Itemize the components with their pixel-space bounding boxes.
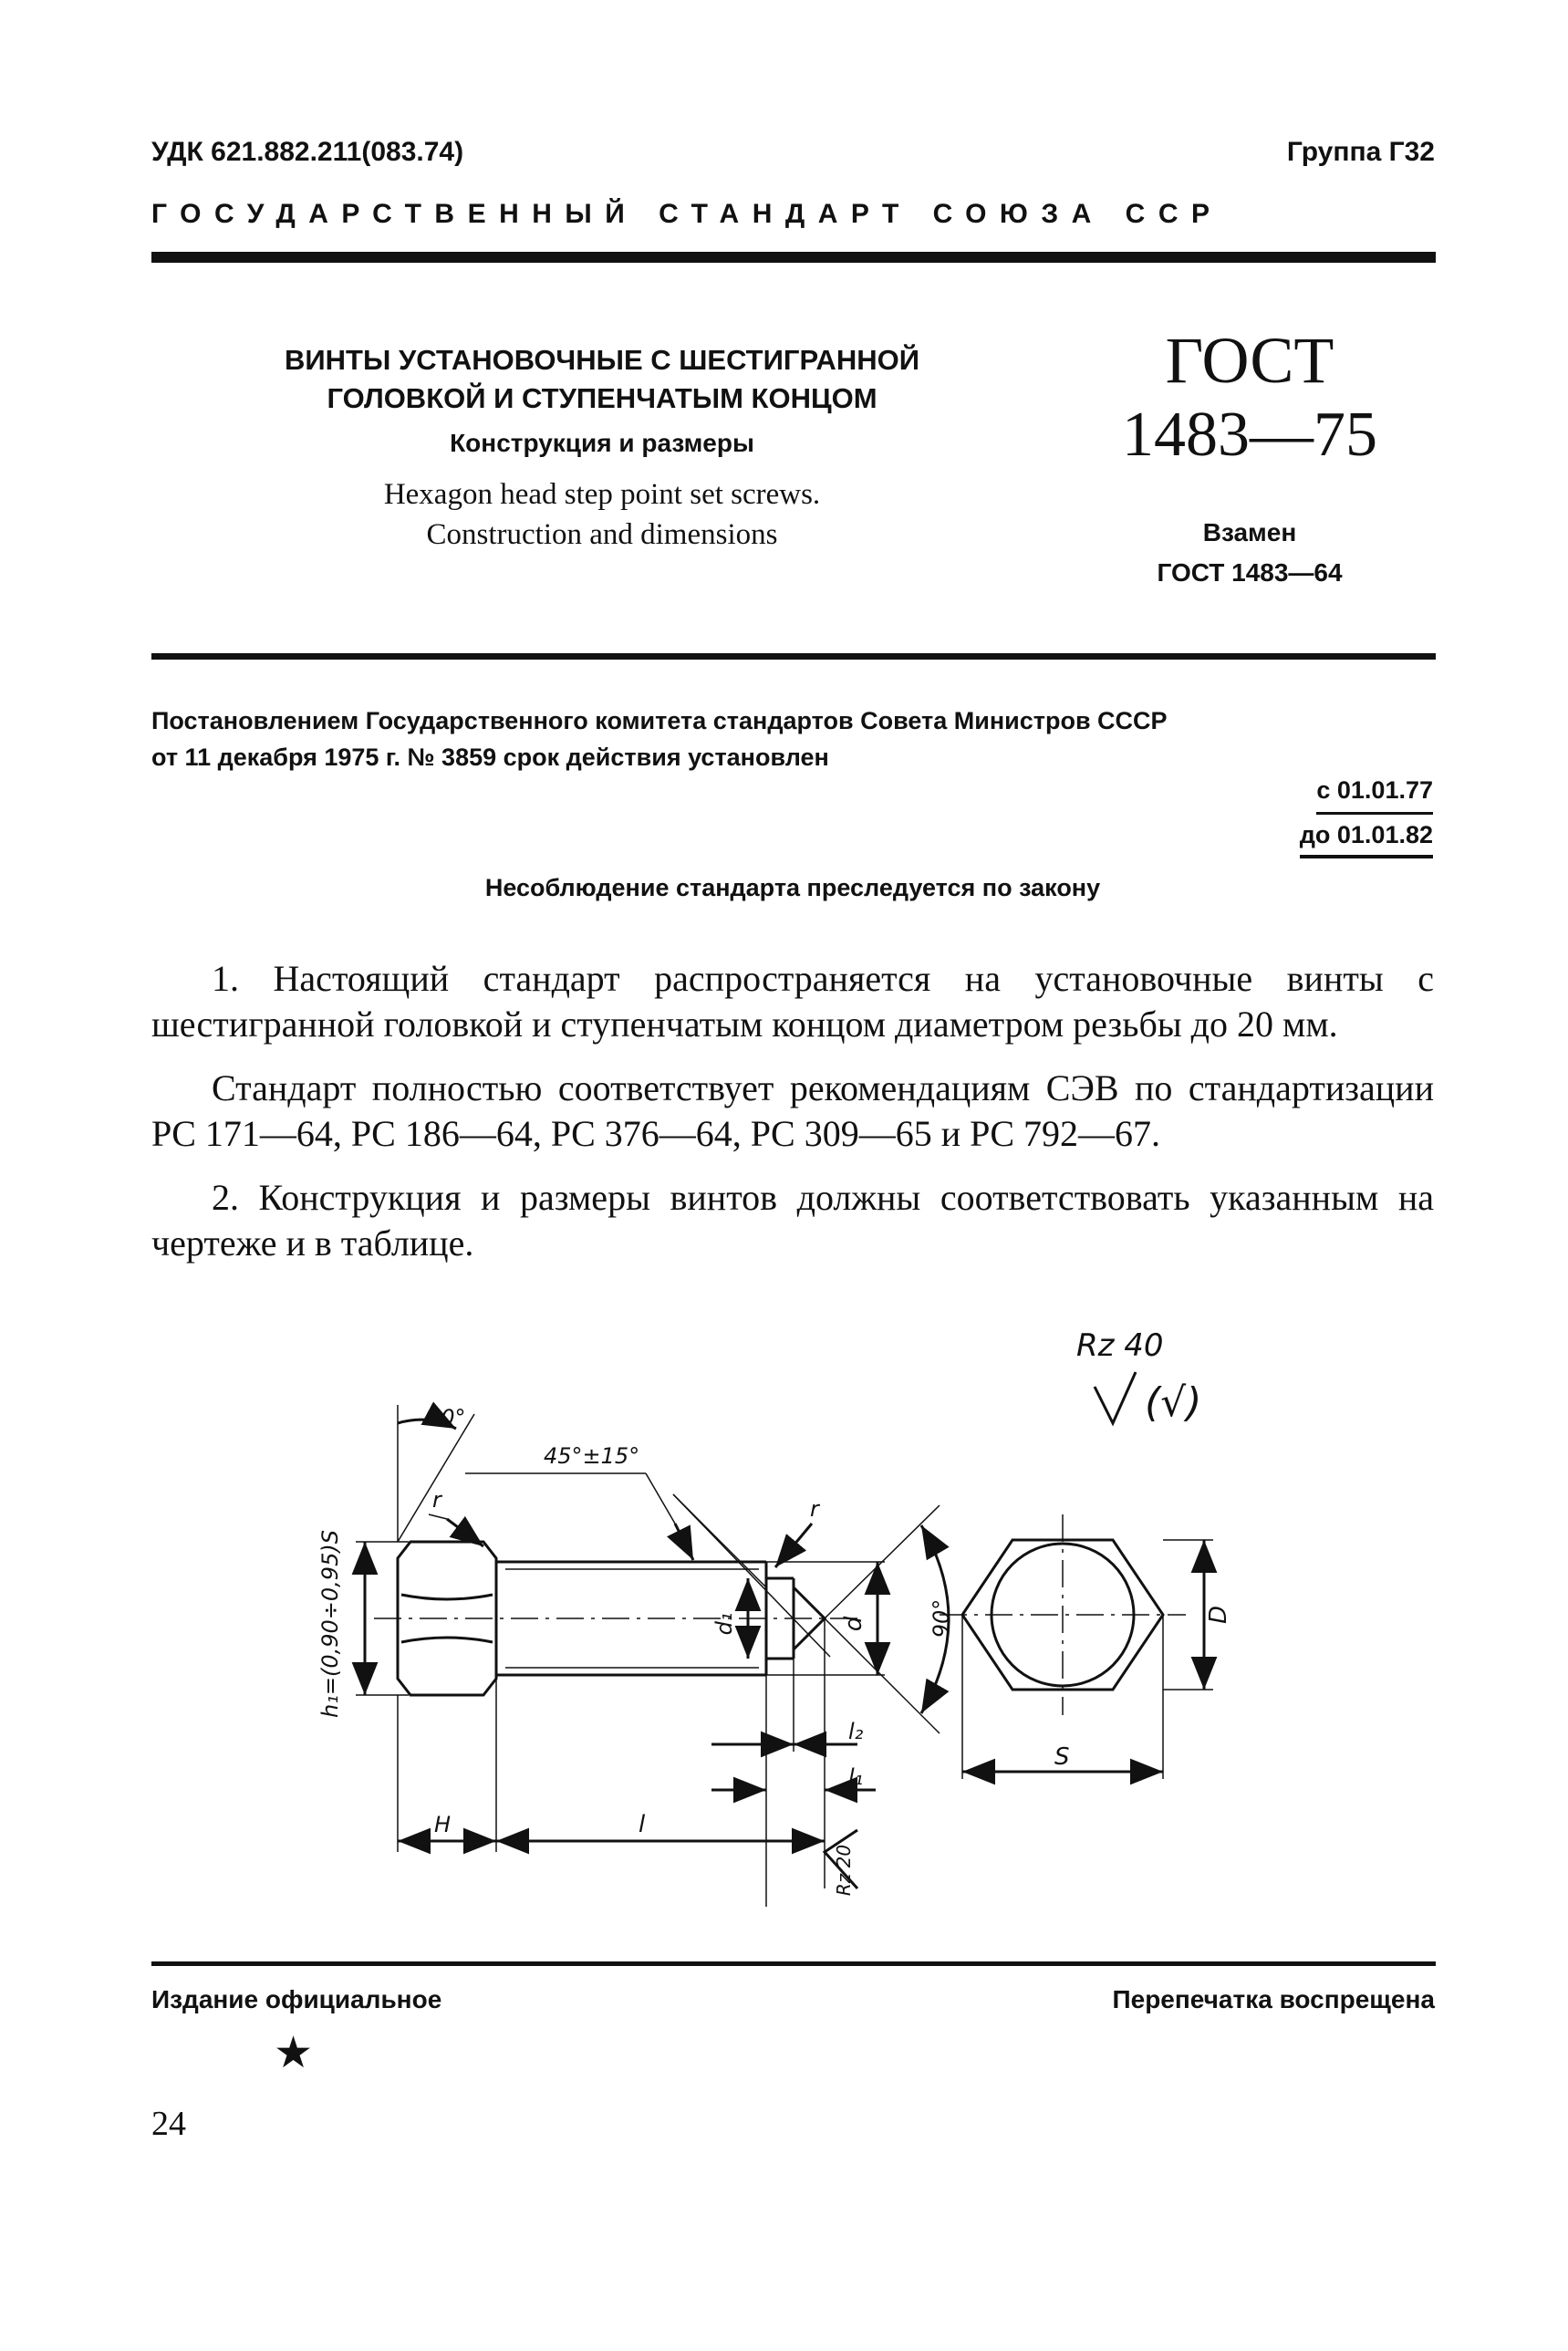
- reprint-note: Перепечатка воспрещена: [1112, 1985, 1435, 2013]
- state-standard-heading: ГОСУДАРСТВЕННЫЙ СТАНДАРТ СОЮЗА ССР: [151, 199, 1223, 229]
- udk-code: УДК 621.882.211(083.74): [151, 137, 464, 167]
- title-ru: [228, 341, 976, 418]
- paragraph-2: Стандарт полностью соответствует рекомендациям СЭВ по стандартизации PC 171—64, PC 186—64, PC 376—64, PC 309—65 и PC 792—67.: [151, 1067, 1434, 1154]
- r-head-label: r: [432, 1487, 441, 1513]
- roughness-main-label: Rz 40: [1076, 1327, 1164, 1364]
- paragraph-3: 2. Конструкция и размеры винтов должны соответствовать указанным на чертеже и в таблице.: [151, 1177, 1434, 1264]
- decree-line2: от 11 декабря 1975 г. № 3859 срок действия установлен: [151, 744, 829, 771]
- angle-30-label: 30°: [427, 1405, 466, 1430]
- r-tip-label: r: [810, 1496, 819, 1522]
- date-to: до 01.01.82: [1300, 815, 1433, 858]
- title-ru-line1: ВИНТЫ УСТАНОВОЧНЫЕ С ШЕСТИГРАННОЙ: [284, 344, 919, 376]
- date-from: с 01.01.77: [1316, 770, 1433, 815]
- H-label: H: [434, 1812, 452, 1837]
- title-block: [228, 341, 976, 555]
- page-number: 24: [151, 2105, 186, 2143]
- validity-dates: [1300, 770, 1433, 858]
- roughness-end-label: Rz 20: [833, 1844, 855, 1897]
- S-label: S: [1054, 1743, 1070, 1771]
- replaces-label: Взамен: [1202, 518, 1297, 546]
- technical-drawing: [310, 1323, 1332, 1907]
- D-label: D: [1205, 1605, 1232, 1625]
- paragraph-1: 1. Настоящий стандарт распространяется на установочные винты с шестигранной головкой и ступенчатым концом диаметром резьбы до 20 мм.: [151, 958, 1434, 1045]
- d1-label: d₁: [711, 1612, 737, 1636]
- angle-90-label: 90°: [929, 1598, 954, 1638]
- roughness-paren-label: (√): [1145, 1379, 1202, 1426]
- gost-block: [1081, 323, 1418, 593]
- group-code: Группа Г32: [1286, 137, 1435, 167]
- angle-45-label: 45°±15°: [544, 1443, 640, 1469]
- dim-h1-label: h₁=(0,90÷0,95)S: [317, 1530, 343, 1718]
- gost-word: ГОСТ: [1165, 324, 1334, 397]
- replaces-value: ГОСТ 1483—64: [1157, 558, 1343, 587]
- l2-label: l₂: [848, 1719, 864, 1744]
- gost-number: 1483—75: [1122, 400, 1377, 470]
- legal-notice: Несоблюдение стандарта преследуется по закону: [484, 874, 1101, 901]
- title-en-line1: Hexagon head step point set screws.: [383, 478, 821, 511]
- body-text: [151, 956, 1434, 1285]
- middle-rule: [151, 653, 1436, 660]
- edition-note: Издание официальное: [151, 1985, 442, 2013]
- title-en: [228, 474, 976, 555]
- d-label: d: [840, 1616, 867, 1632]
- hex-end-view: [940, 1514, 1213, 1779]
- subtitle-ru: Конструкция и размеры: [450, 429, 754, 457]
- star-icon: ★: [274, 2027, 314, 2078]
- title-ru-line2: ГОЛОВКОЙ И СТУПЕНЧАТЫМ КОНЦОМ: [327, 382, 877, 414]
- title-en-line2: Construction and dimensions: [426, 518, 778, 551]
- decree-line1: Постановлением Государственного комитета стандартов Совета Министров СССР: [151, 707, 1168, 734]
- bottom-rule: [151, 1961, 1436, 1966]
- decree-text: [151, 702, 1434, 775]
- l1-label: l₁: [848, 1764, 864, 1790]
- top-rule: [151, 252, 1436, 263]
- replaces-block: [1081, 513, 1418, 593]
- l-label: l: [639, 1811, 646, 1838]
